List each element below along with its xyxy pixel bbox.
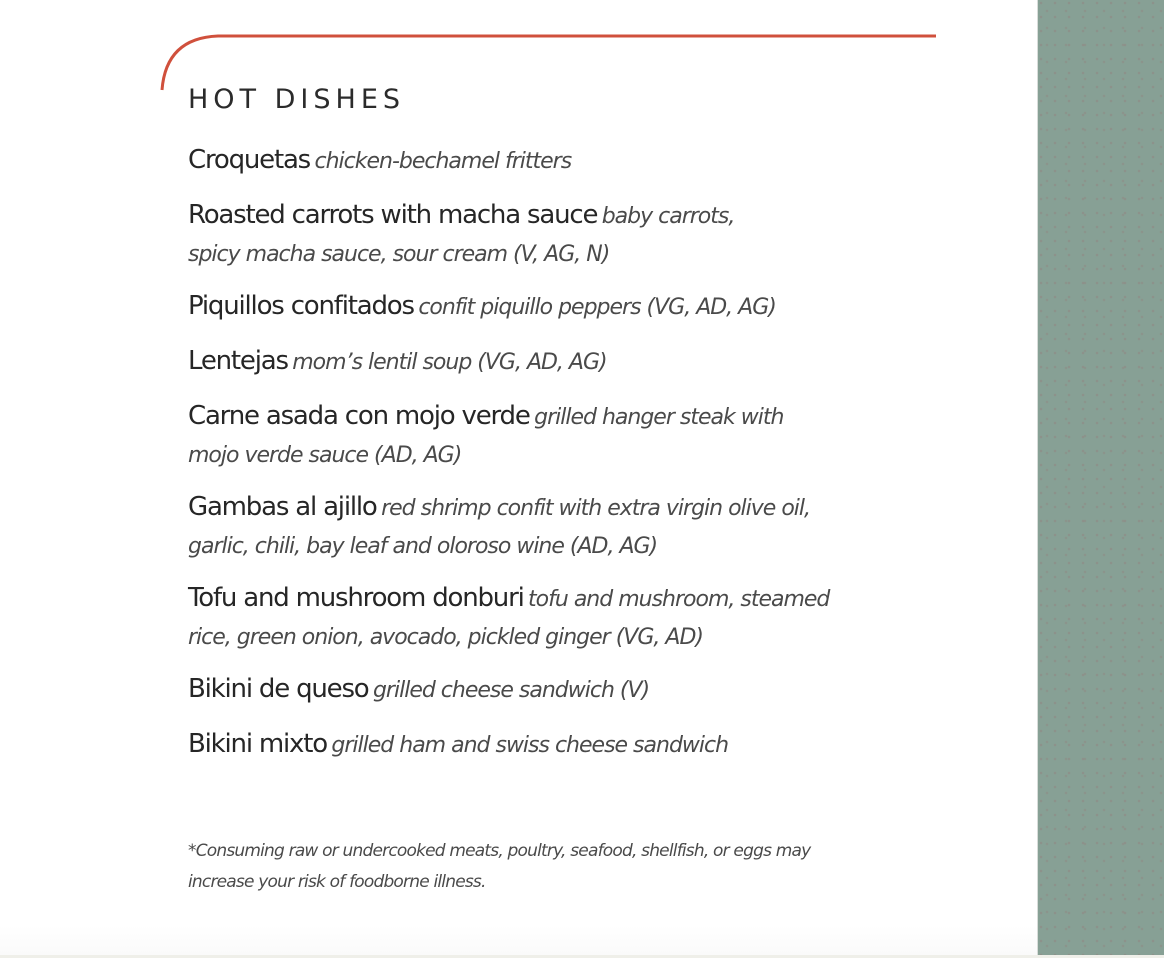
menu-item [188, 398, 948, 470]
menu-item-name: Roasted carrots with macha sauce [188, 200, 598, 230]
menu-item-description-continued: rice, green onion, avocado, pickled ginger (VG, AD) [188, 625, 703, 650]
menu-item-list [188, 142, 948, 781]
menu-item [188, 288, 948, 324]
menu-item-description: chicken-bechamel fritters [314, 149, 572, 174]
section-title: HOT DISHES [188, 84, 406, 115]
menu-item [188, 726, 948, 762]
menu-item-description: confit piquillo peppers (VG, AD, AG) [418, 295, 776, 320]
menu-item-name: Tofu and mushroom donburi [188, 583, 524, 613]
menu-item-description: grilled ham and swiss cheese sandwich [331, 733, 729, 758]
menu-item-name: Piquillos confitados [188, 291, 414, 321]
menu-item-name: Bikini mixto [188, 729, 327, 759]
menu-item-name: Carne asada con mojo verde [188, 401, 530, 431]
menu-item-description: red shrimp confit with extra virgin olive oil, [381, 496, 811, 521]
menu-item-name: Bikini de queso [188, 674, 369, 704]
decorative-side-panel [1037, 0, 1164, 955]
food-safety-disclaimer [188, 836, 908, 898]
menu-item-name: Lentejas [188, 346, 288, 376]
menu-item-description: tofu and mushroom, steamed [528, 587, 830, 612]
menu-item-description: grilled cheese sandwich (V) [372, 678, 650, 703]
menu-item [188, 142, 948, 178]
menu-item [188, 489, 948, 561]
menu-item [188, 580, 948, 652]
menu-item-description: grilled hanger steak with [534, 405, 784, 430]
menu-item [188, 671, 948, 707]
menu-item-description-continued: spicy macha sauce, sour cream (V, AG, N) [188, 242, 610, 267]
disclaimer-line-2: increase your risk of foodborne illness. [188, 872, 486, 892]
menu-item-description-continued: mojo verde sauce (AD, AG) [188, 443, 462, 468]
disclaimer-line-1: *Consuming raw or undercooked meats, poultry, seafood, shellfish, or eggs may [188, 841, 811, 861]
menu-item-description: baby carrots, [601, 204, 735, 229]
menu-item [188, 343, 948, 379]
menu-item-description: mom’s lentil soup (VG, AD, AG) [292, 350, 607, 375]
menu-item [188, 197, 948, 269]
menu-item-name: Croquetas [188, 145, 311, 175]
menu-item-description-continued: garlic, chili, bay leaf and oloroso wine (AD, AG) [188, 534, 658, 559]
menu-item-name: Gambas al ajillo [188, 492, 377, 522]
